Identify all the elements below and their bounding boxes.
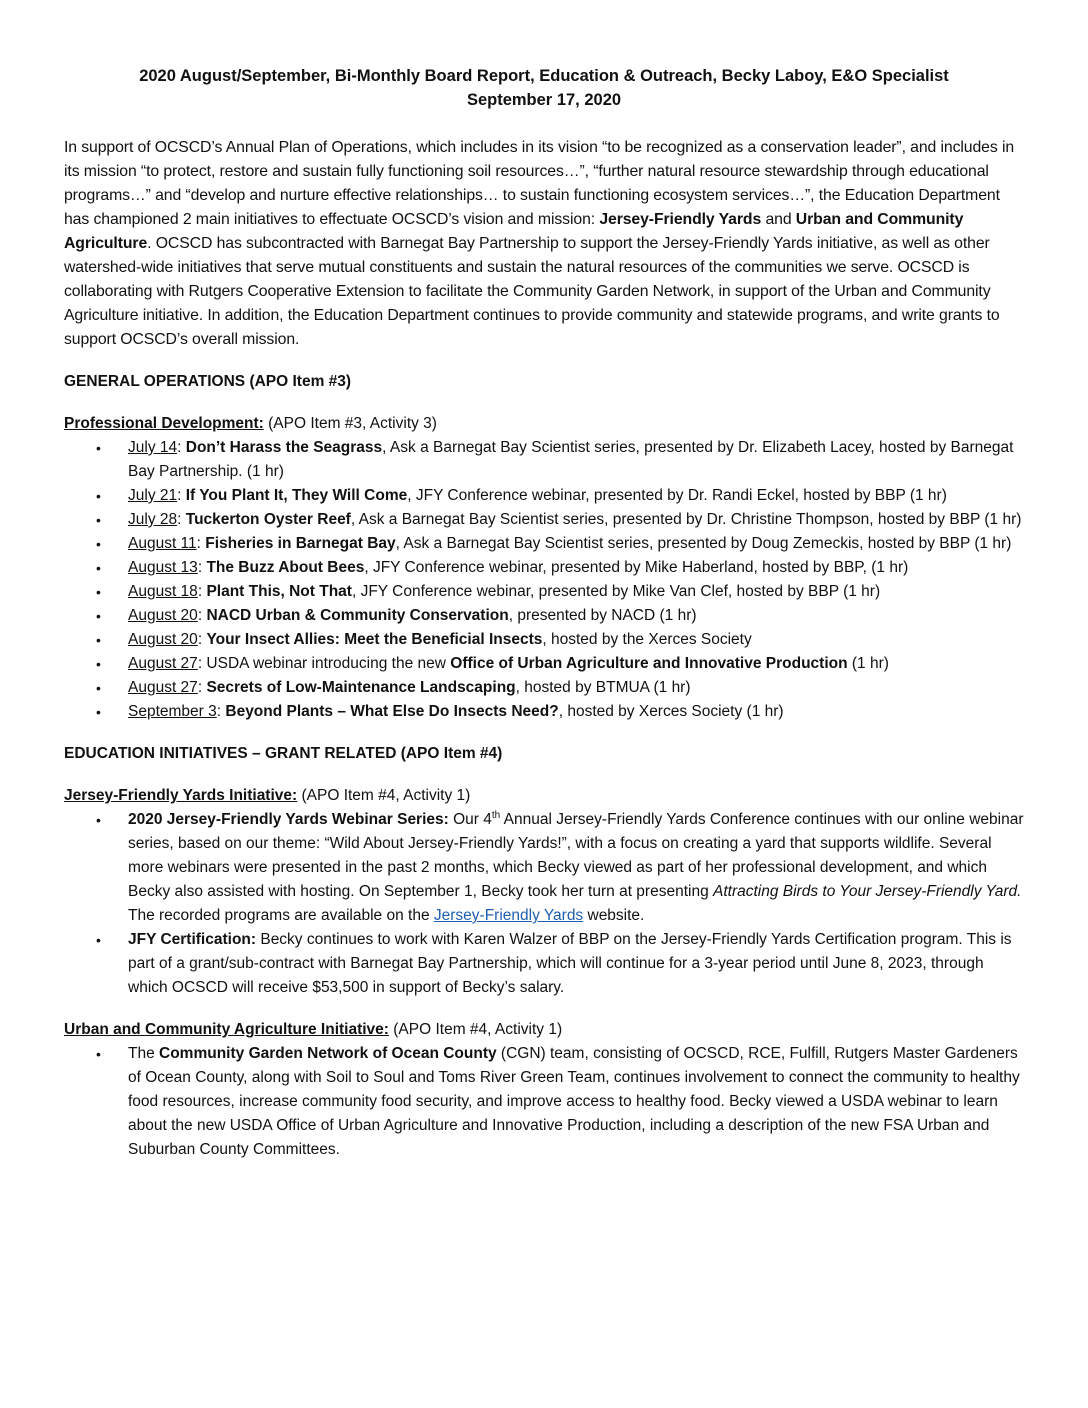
event-details: , JFY Conference webinar, presented by Dr. Randi Eckel, hosted by BBP (1 hr) [407, 487, 947, 504]
separator: : [177, 439, 186, 456]
event-title: Beyond Plants – What Else Do Insects Need? [225, 703, 559, 720]
intro-paragraph [64, 136, 1024, 352]
list-item [64, 604, 1024, 628]
presentation-title: Attracting Birds to Your Jersey-Friendly Yard. [713, 883, 1022, 900]
intro-text-2: and [761, 211, 796, 228]
event-title: If You Plant It, They Will Come [185, 487, 408, 504]
event-date: July 21 [128, 487, 178, 504]
event-title: Don’t Harass the Seagrass [185, 439, 383, 456]
jfy-initiative-label: Jersey-Friendly Yards Initiative: [64, 787, 298, 804]
professional-development-list [64, 436, 1024, 724]
separator: : [197, 607, 207, 624]
separator: : [196, 535, 206, 552]
intro-bold-uca: Urban and Community Agriculture [64, 211, 964, 252]
event-details: , Ask a Barnegat Bay Scientist series, presented by Doug Zemeckis, hosted by BBP (1 hr) [395, 535, 1012, 552]
event-title: Tuckerton Oyster Reef [185, 511, 351, 528]
bullet-icon: • [96, 632, 101, 648]
jfy-website-link[interactable]: Jersey-Friendly Yards [433, 907, 584, 924]
ordinal-superscript: th [491, 809, 501, 821]
jfy-initiative-list [64, 808, 1024, 1000]
list-item [64, 436, 1024, 484]
webinar-series-text: website. [583, 907, 645, 924]
title-line-2: September 17, 2020 [466, 91, 622, 109]
webinar-series-text: Annual Jersey-Friendly Yards Conference continues with our online webinar series, based on our theme: “Wild About Jersey-Friendly Yards!”, with a focus on creating a yard that supports wildlife. Several more webinars were presented in the past 2 months, which Becky viewed as part of her professional development, and which Becky also assisted with hosting. On September 1, Becky took her turn at presenting [128, 811, 1024, 900]
event-title: Office of Urban Agriculture and Innovative Production [450, 655, 848, 672]
separator: : [177, 511, 186, 528]
event-date: August 11 [128, 535, 197, 552]
separator: : [197, 679, 207, 696]
bullet-icon: • [96, 536, 101, 552]
event-date: August 20 [128, 607, 198, 624]
webinar-series-text: Our 4 [448, 811, 492, 828]
event-date: September 3 [128, 703, 217, 720]
event-title: Plant This, Not That [206, 583, 352, 600]
bullet-icon: • [96, 1046, 101, 1062]
bullet-icon: • [96, 584, 101, 600]
bullet-icon: • [96, 608, 101, 624]
list-item [64, 628, 1024, 652]
event-title: NACD Urban & Community Conservation [206, 607, 509, 624]
list-item [64, 484, 1024, 508]
document-page [64, 64, 1024, 1162]
list-item [64, 652, 1024, 676]
education-initiatives-heading: EDUCATION INITIATIVES – GRANT RELATED (APO Item #4) [64, 745, 503, 762]
event-date: August 13 [128, 559, 198, 576]
jfy-initiative-heading [64, 784, 1024, 808]
professional-development-label: Professional Development: [64, 415, 264, 432]
bullet-icon: • [96, 560, 101, 576]
bullet-icon: • [96, 704, 101, 720]
event-details: (1 hr) [847, 655, 889, 672]
separator: : [216, 703, 226, 720]
bullet-icon: • [96, 812, 101, 828]
list-item [64, 676, 1024, 700]
event-details: , hosted by the Xerces Society [542, 631, 752, 648]
event-title: The Buzz About Bees [206, 559, 365, 576]
urban-agriculture-list [64, 1042, 1024, 1162]
list-item [64, 532, 1024, 556]
cgn-text: The [128, 1045, 160, 1062]
separator: : [197, 583, 207, 600]
webinar-series-title: 2020 Jersey-Friendly Yards Webinar Series: [128, 811, 449, 828]
bullet-icon: • [96, 488, 101, 504]
event-date: August 20 [128, 631, 198, 648]
certification-title: JFY Certification: [128, 931, 257, 948]
bullet-icon: • [96, 440, 101, 456]
list-item [64, 928, 1024, 1000]
event-title: Your Insect Allies: Meet the Beneficial Insects [206, 631, 543, 648]
general-operations-heading: GENERAL OPERATIONS (APO Item #3) [64, 373, 352, 390]
urban-agriculture-heading [64, 1018, 1024, 1042]
bullet-icon: • [96, 512, 101, 528]
separator: : [177, 487, 186, 504]
cgn-text: (CGN) team, consisting of OCSCD, RCE, Fulfill, Rutgers Master Gardeners of Ocean County, along with Soil to Soul and Toms River Green Team, continues involvement to connect the community to healthy food resources, increase community food security, and improve access to healthy food. Becky viewed a USDA webinar to learn about the new USDA Office of Urban Agriculture and Innovative Production, including a description of the new FSA Urban and Suburban County Committees. [128, 1045, 1020, 1158]
report-title [64, 64, 1024, 112]
separator: : [197, 631, 207, 648]
event-date: July 14 [128, 439, 178, 456]
bullet-icon: • [96, 680, 101, 696]
urban-agriculture-ref: (APO Item #4, Activity 1) [388, 1021, 563, 1038]
event-title: Secrets of Low-Maintenance Landscaping [206, 679, 516, 696]
title-line-1: 2020 August/September, Bi-Monthly Board Report, Education & Outreach, Becky Laboy, E&O Specialist [139, 67, 949, 85]
event-date: August 27 [128, 679, 198, 696]
event-date: July 28 [128, 511, 178, 528]
certification-text: Becky continues to work with Karen Walzer of BBP on the Jersey-Friendly Yards Certification program. This is part of a grant/sub-contract with Barnegat Bay Partnership, which will continue for a 3-year period until June 8, 2023, through which OCSCD will receive $53,500 in support of Becky’s salary. [128, 931, 1012, 996]
separator: : [197, 559, 207, 576]
event-details: , hosted by Xerces Society (1 hr) [558, 703, 784, 720]
professional-development-ref: (APO Item #3, Activity 3) [263, 415, 437, 432]
event-details: , hosted by BTMUA (1 hr) [515, 679, 691, 696]
intro-bold-jfy: Jersey-Friendly Yards [599, 211, 762, 228]
event-details: , JFY Conference webinar, presented by Mike Haberland, hosted by BBP, (1 hr) [364, 559, 909, 576]
cgn-title: Community Garden Network of Ocean County [159, 1045, 497, 1062]
urban-agriculture-label: Urban and Community Agriculture Initiative: [64, 1021, 389, 1038]
event-details: , Ask a Barnegat Bay Scientist series, presented by Dr. Christine Thompson, hosted by BBP (1 hr) [350, 511, 1022, 528]
bullet-icon: • [96, 656, 101, 672]
bullet-icon: • [96, 932, 101, 948]
jfy-initiative-ref: (APO Item #4, Activity 1) [297, 787, 471, 804]
list-item [64, 1042, 1024, 1162]
event-title: Fisheries in Barnegat Bay [205, 535, 396, 552]
list-item [64, 700, 1024, 724]
webinar-series-text: The recorded programs are available on the [128, 907, 434, 924]
list-item [64, 580, 1024, 604]
event-date: August 27 [128, 655, 198, 672]
event-details: , Ask a Barnegat Bay Scientist series, presented by Dr. Elizabeth Lacey, hosted by Barnegat Bay Partnership. (1 hr) [128, 439, 1014, 480]
list-item [64, 556, 1024, 580]
intro-text-1: In support of OCSCD’s Annual Plan of Operations, which includes in its vision “to be recognized as a conservation leader”, and includes in its mission “to protect, restore and sustain fully functioning soil resources…”, “further natural resource stewardship through educational programs…” and “develop and nurture effective relationships… to sustain functioning ecosystem services…”, the Education Department has championed 2 main initiatives to effectuate OCSCD’s vision and mission: [64, 139, 1015, 228]
event-details: , presented by NACD (1 hr) [508, 607, 697, 624]
event-details: , JFY Conference webinar, presented by Mike Van Clef, hosted by BBP (1 hr) [351, 583, 881, 600]
professional-development-heading [64, 412, 1024, 436]
separator: : USDA webinar introducing the new [197, 655, 451, 672]
list-item [64, 508, 1024, 532]
event-date: August 18 [128, 583, 198, 600]
list-item [64, 808, 1024, 928]
intro-text-3: . OCSCD has subcontracted with Barnegat Bay Partnership to support the Jersey-Friendly Yards initiative, as well as other watershed-wide initiatives that serve mutual constituents and sustain the natural resources of the communities we serve. OCSCD is collaborating with Rutgers Cooperative Extension to facilitate the Community Garden Network, in support of the Urban and Community Agriculture initiative. In addition, the Education Department continues to provide community and statewide programs, and write grants to support OCSCD’s overall mission. [64, 235, 1000, 348]
